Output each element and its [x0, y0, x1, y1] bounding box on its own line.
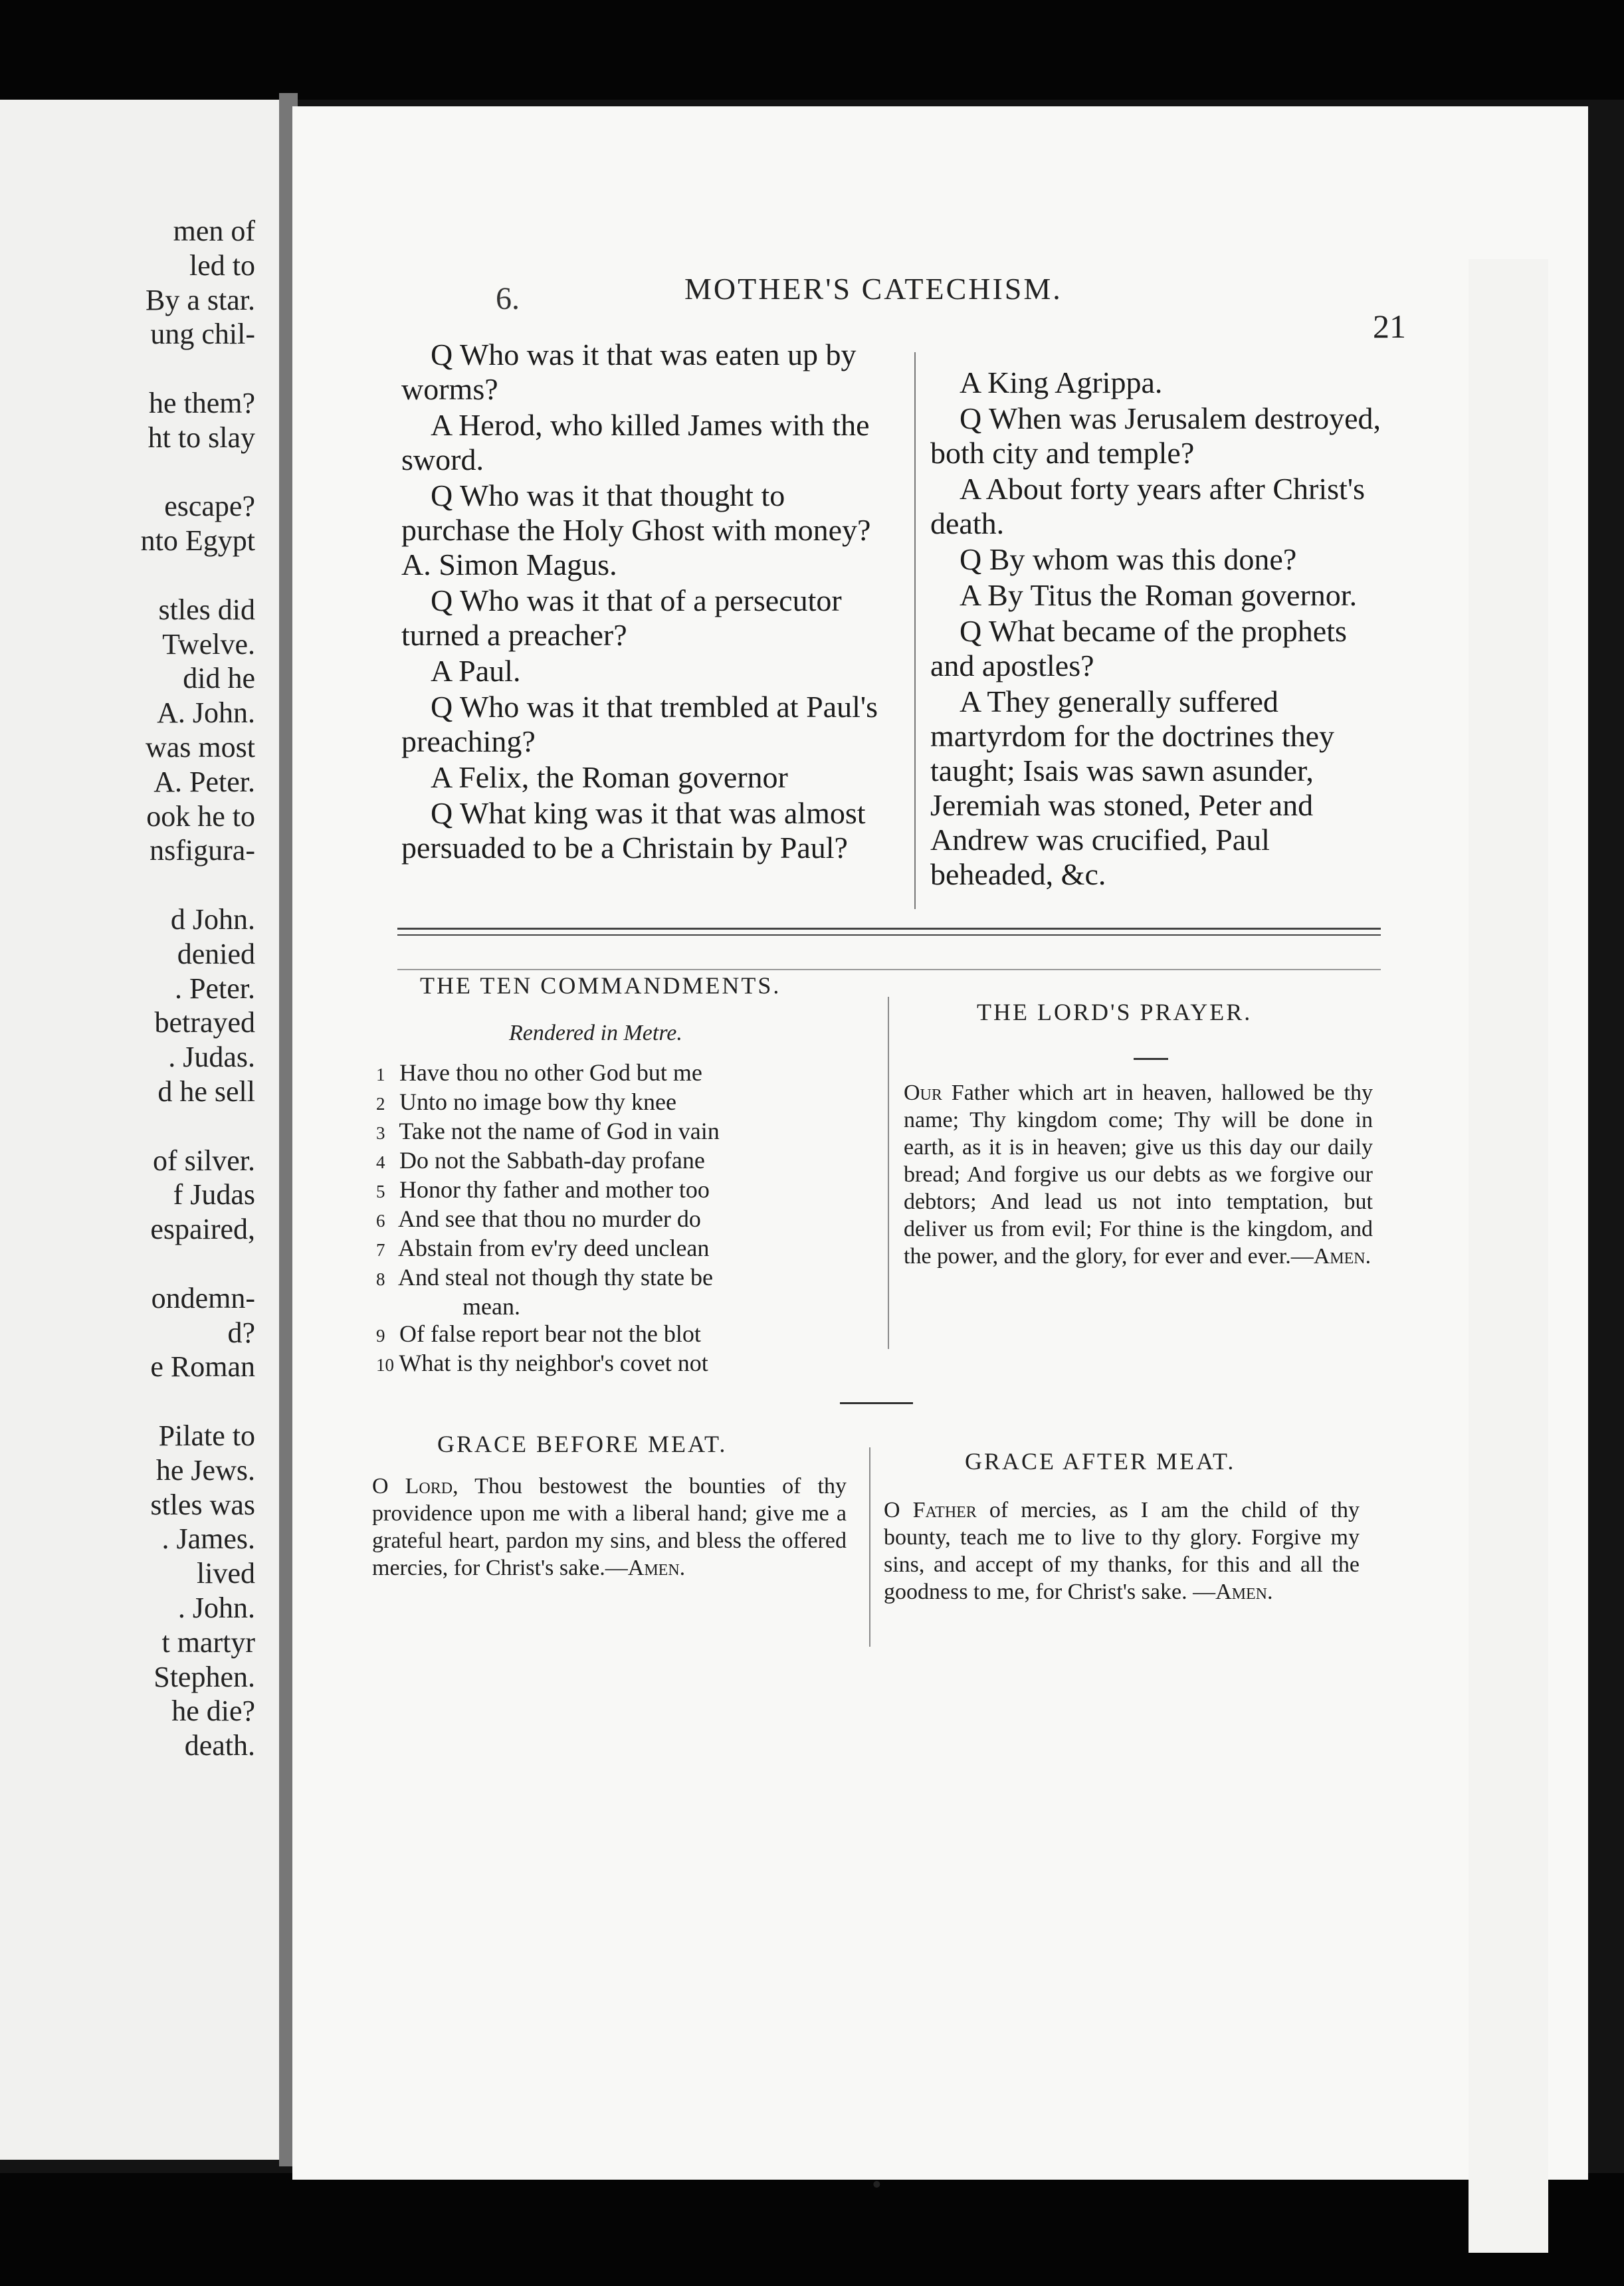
page-number: 21 — [1373, 308, 1406, 345]
qa-entry: A King Agrippa. — [960, 365, 1163, 399]
commandments-list — [376, 1059, 868, 1379]
left-page-line: Stephen. — [153, 1660, 255, 1693]
qa-entry: Q Who was it that thought to purchase the Holy Ghost with money? A. Simon Magus. — [401, 478, 871, 581]
left-page-line: A. Peter. — [153, 765, 255, 798]
qa-entry: Q When was Jerusalem destroyed, both city and temple? — [930, 401, 1381, 470]
qa-column-right — [930, 365, 1395, 893]
left-page-line: nsfigura- — [150, 834, 255, 867]
left-page-line: . Peter. — [175, 972, 255, 1005]
column-divider — [914, 352, 916, 909]
left-page-line: t martyr — [161, 1625, 255, 1659]
corner-mark: 6. — [496, 281, 520, 316]
section-rule — [840, 1402, 913, 1404]
left-page-line: e Roman — [150, 1350, 255, 1384]
left-page-line: Pilate to — [158, 1419, 255, 1452]
grace-before-text: O Lord, Thou bestowest the bounties of thy providence upon me with a liberal hand; give me a grateful heart, pardon my sins, and bless the offered mercies, for Christ's sake.—Amen. — [372, 1474, 847, 1580]
qa-entry: Q What became of the prophets and apostles? — [930, 614, 1347, 682]
commandment-line: 7 Abstain from ev'ry deed unclean — [376, 1235, 710, 1261]
left-page-line: ondemn- — [151, 1281, 255, 1314]
lords-prayer-text: Our Father which art in heaven, hallowed be thy name; Thy kingdom come; Thy will be done in earth, as it is in heaven; give us this day our daily bread; And forgive us our debts as we forgive our debtors; And lead us not into temptation, but deliver us from evil; For thine is the kingdom, and the power, and the glory, for ever and ever.—Amen. — [904, 1081, 1373, 1269]
qa-entry: A About forty years after Christ's death. — [930, 472, 1366, 540]
commandments-title: THE TEN COMMANDMENTS. — [420, 972, 781, 999]
left-page-line: denied — [177, 937, 255, 970]
left-page — [0, 100, 286, 2160]
column-divider — [869, 1447, 870, 1647]
left-page-line: was most — [146, 731, 255, 764]
left-page-line: espaired, — [150, 1213, 255, 1246]
left-page-line: he Jews. — [155, 1453, 255, 1487]
commandment-line: 2 Unto no image bow thy knee — [376, 1089, 676, 1115]
left-page-line: ung chil- — [150, 318, 255, 351]
left-page-line: did he — [183, 662, 255, 695]
left-page-line: stles did — [158, 593, 255, 626]
left-page-line: ht to slay — [148, 421, 255, 454]
commandment-line: 10 What is thy neighbor's covet not — [376, 1350, 708, 1376]
left-page-line: death. — [184, 1729, 255, 1762]
commandment-line: mean. — [462, 1293, 520, 1320]
commandment-line: 8 And steal not though thy state be — [376, 1264, 713, 1291]
lords-prayer-title: THE LORD'S PRAYER. — [977, 999, 1253, 1025]
left-page-line: Twelve. — [162, 627, 255, 661]
qa-entry: A Felix, the Roman governor — [431, 760, 788, 794]
qa-entry: Q What king was it that was almost persuaded to be a Christain by Paul? — [401, 796, 866, 865]
commandments-subtitle: Rendered in Metre. — [509, 1021, 682, 1045]
left-page-line: . Judas. — [168, 1041, 255, 1074]
left-page-line: men of — [173, 215, 255, 247]
left-page-line: d he sell — [157, 1075, 255, 1108]
left-page-line: ook he to — [146, 799, 255, 833]
left-page-line: betrayed — [154, 1006, 255, 1039]
grace-before-title: GRACE BEFORE MEAT. — [437, 1431, 728, 1457]
commandment-line: 9 Of false report bear not the blot — [376, 1320, 701, 1347]
qa-entry: Q Who was it that was eaten up by worms? — [401, 338, 857, 406]
left-page-line: . James. — [161, 1522, 255, 1556]
grace-after-title: GRACE AFTER MEAT. — [965, 1448, 1236, 1475]
left-page-line: f Judas — [173, 1178, 255, 1211]
left-page-line: nto Egypt — [140, 524, 255, 558]
qa-entry: Q Who was it that trembled at Paul's preaching? — [401, 690, 878, 758]
left-page-line: d? — [227, 1316, 255, 1349]
left-page-line: of silver. — [153, 1144, 255, 1177]
scan-border-bottom — [0, 2173, 1624, 2286]
left-page-line: . John. — [177, 1592, 255, 1624]
section-rule — [397, 934, 1381, 936]
section-rule — [397, 969, 1381, 970]
title-rule — [1134, 1058, 1168, 1060]
grace-after-text: O Father of mercies, as I am the child of thy bounty, teach me to live to thy glory. Forgive my sins, and accept of my thanks, for this and all the goodness to me, for Christ's sake. —Amen. — [884, 1498, 1360, 1604]
column-divider — [888, 997, 889, 1349]
commandment-line: 5 Honor thy father and mother too — [376, 1176, 710, 1203]
left-page-line: led to — [189, 249, 255, 282]
left-page-line: escape? — [164, 490, 255, 523]
page-header-title: MOTHER'S CATECHISM. — [684, 272, 1063, 306]
qa-column-left — [401, 338, 892, 867]
torn-page-edge — [1469, 259, 1548, 2253]
qa-entry: A Herod, who killed James with the sword. — [401, 408, 870, 476]
section-rule — [397, 928, 1381, 930]
commandment-line: 4 Do not the Sabbath-day profane — [376, 1147, 705, 1174]
left-page-line: he them? — [148, 387, 255, 419]
qa-entry: Q Who was it that of a persecutor turned a preacher? — [401, 583, 842, 652]
left-page-line: d John. — [170, 903, 255, 936]
commandment-line: 6 And see that thou no murder do — [376, 1205, 701, 1232]
qa-entry: A By Titus the Roman governor. — [960, 578, 1358, 612]
left-page-line: he die? — [171, 1695, 255, 1728]
left-page-line: By a star. — [146, 283, 255, 316]
commandment-line: 3 Take not the name of God in vain — [376, 1118, 720, 1144]
left-page-line: lived — [197, 1557, 255, 1590]
left-page-line: A. John. — [157, 696, 255, 730]
qa-entry: A Paul. — [431, 654, 521, 688]
scan-border-top — [0, 0, 1624, 100]
qa-entry: A They generally suffered martyrdom for the doctrines they taught; Isais was sawn asunder, Jeremiah was stoned, Peter and Andrew was crucified, Paul beheaded, &c. — [930, 684, 1335, 891]
qa-entry: Q By whom was this done? — [960, 542, 1297, 576]
commandment-line: 1 Have thou no other God but me — [376, 1059, 702, 1086]
ink-speck: • — [872, 2170, 882, 2200]
left-page-line: stles was — [150, 1488, 255, 1521]
